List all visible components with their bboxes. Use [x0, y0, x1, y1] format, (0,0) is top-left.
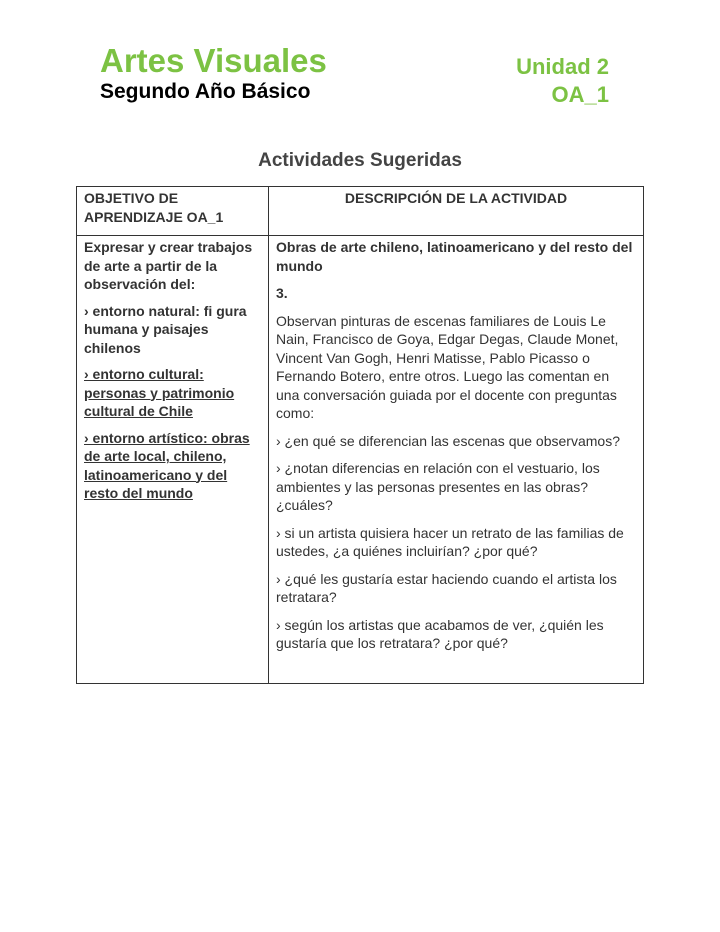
grade-subtitle: Segundo Año Básico: [100, 80, 311, 103]
activity-text: Observan pinturas de escenas familiares de Louis Le Nain, Francisco de Goya, Edgar Degas, Claude Monet, Vincent Van Gogh, Henri Matisse, Pablo Picasso o Fernando Botero, entre otros. Luego las comentan en una conversación guiada por el docente con preguntas como:: [276, 312, 619, 421]
subject-title: Artes Visuales: [100, 42, 327, 79]
unit-number: Unidad 2: [516, 54, 609, 79]
objective-item: › entorno artístico: obras de arte local, chileno, latinoamericano y del resto del mundo: [84, 429, 250, 501]
activity-question: › ¿en qué se diferencian las escenas que observamos?: [276, 432, 620, 449]
objective-item: › entorno cultural: personas y patrimonio cultural de Chile: [84, 366, 235, 419]
unit-label: [516, 53, 609, 109]
activity-question: › según los artistas que acabamos de ver, ¿quién les gustaría que los retratara? ¿por qué?: [276, 616, 604, 651]
activity-title: Obras de arte chileno, latinoamericano y del resto del mundo: [276, 239, 633, 274]
objective-cell: [77, 236, 269, 684]
header-objective: OBJETIVO DE APRENDIZAJE OA_1: [77, 187, 269, 236]
objective-text: Expresar y crear trabajos de arte a partir de la observación del:: [84, 239, 253, 292]
section-title: Actividades Sugeridas: [258, 150, 462, 171]
header-description: DESCRIPCIÓN DE LA ACTIVIDAD: [269, 187, 644, 236]
activity-question: › ¿qué les gustaría estar haciendo cuando el artista los retratara?: [276, 570, 617, 605]
table-row: [77, 236, 644, 684]
objective-item: › entorno natural: fi gura humana y paisajes chilenos: [84, 302, 247, 356]
table-header-row: [77, 187, 644, 236]
description-cell: [269, 236, 644, 684]
activities-table: [76, 186, 644, 684]
activity-question: › ¿notan diferencias en relación con el vestuario, los ambientes y las personas presentes en las obras? ¿cuáles?: [276, 460, 600, 513]
activity-question: › si un artista quisiera hacer un retrato de las familias de ustedes, ¿a quiénes incluirían? ¿por qué?: [276, 524, 624, 559]
activity-number: 3.: [276, 285, 288, 301]
oa-code: OA_1: [551, 82, 609, 107]
